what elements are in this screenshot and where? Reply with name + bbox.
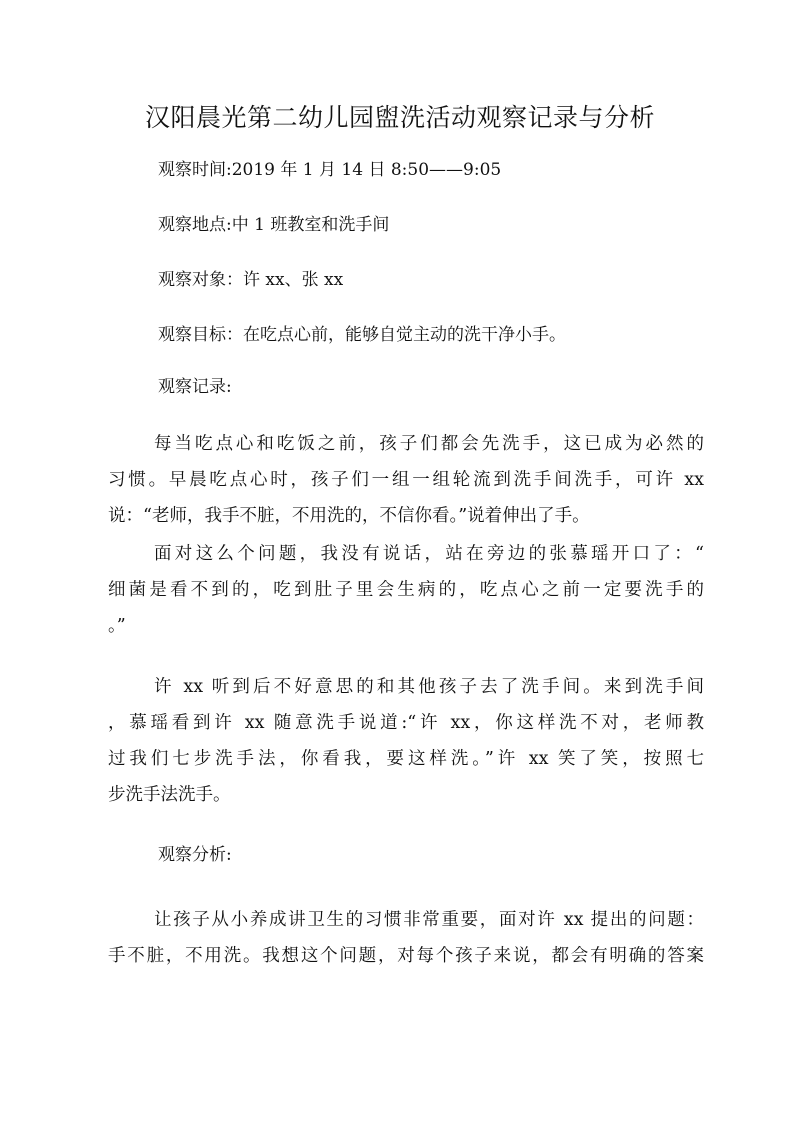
observation-goal: 观察目标：在吃点心前，能够自觉主动的洗干净小手。: [158, 325, 566, 345]
paragraph-line: 手不脏，不用洗。我想这个问题，对每个孩子来说，都会有明确的答案: [108, 946, 704, 966]
document-title: 汉阳晨光第二幼儿园盥洗活动观察记录与分析: [144, 103, 655, 132]
paragraph-line: 过我们七步洗手法，你看我，要这样洗。”许 xx 笑了笑，按照七: [108, 749, 704, 769]
observation-subject: 观察对象：许 xx、张 xx: [158, 270, 344, 290]
paragraph-line: 让孩子从小养成讲卫生的习惯非常重要，面对许 xx 提出的问题：: [154, 910, 704, 930]
record-paragraph-3: [108, 669, 704, 813]
paragraph-line: 细菌是看不到的，吃到肚子里会生病的，吃点心之前一定要洗手的: [108, 580, 704, 600]
paragraph-line: 说：“老师，我手不脏，不用洗的，不信你看。”说着伸出了手。: [108, 506, 590, 526]
paragraph-line: 每当吃点心和吃饭之前，孩子们都会先洗手，这已成为必然的: [154, 434, 704, 454]
observation-time: 观察时间:2019 年 1 月 14 日 8:50——9:05: [158, 160, 502, 180]
analysis-paragraph: [108, 902, 704, 974]
record-heading: 观察记录:: [158, 377, 232, 397]
analysis-heading: 观察分析:: [158, 845, 232, 865]
paragraph-line: 步洗手法洗手。: [108, 785, 231, 805]
paragraph-line: 面对这么个问题，我没有说话，站在旁边的张慕瑶开口了：“: [154, 544, 704, 564]
paragraph-line: ，慕瑶看到许 xx 随意洗手说道:“许 xx，你这样洗不对，老师教: [108, 713, 704, 733]
observation-place: 观察地点:中 1 班教室和洗手间: [158, 215, 390, 235]
paragraph-line: 习惯。早晨吃点心时，孩子们一组一组轮流到洗手间洗手，可许 xx: [108, 470, 704, 490]
record-paragraph-2: [108, 536, 704, 644]
paragraph-line: 许 xx 听到后不好意思的和其他孩子去了洗手间。来到洗手间: [154, 677, 704, 697]
record-paragraph-1: [108, 426, 704, 534]
paragraph-line: 。”: [108, 616, 126, 636]
